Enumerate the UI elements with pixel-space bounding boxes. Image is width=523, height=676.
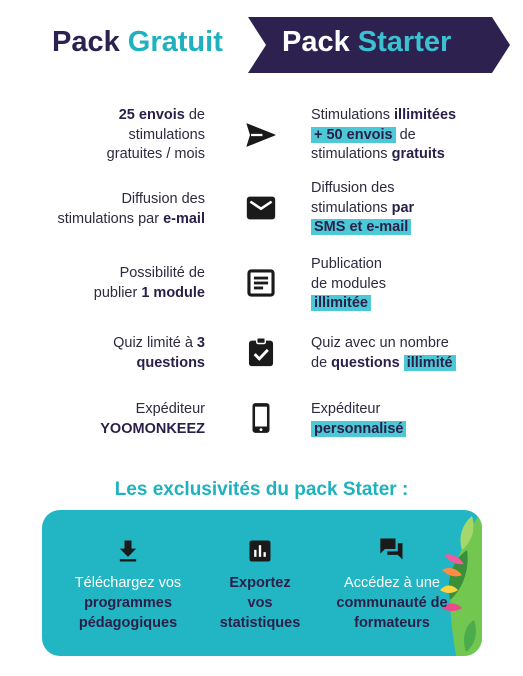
community-chat-icon xyxy=(378,535,406,563)
text-segment: de xyxy=(311,354,332,371)
text-segment: illimitées xyxy=(394,107,457,123)
text-segment: Exportez xyxy=(229,575,291,591)
text-segment: Stimulations xyxy=(311,107,395,123)
text-segment: e-mail xyxy=(163,210,205,227)
row-5-starter-text xyxy=(311,400,406,439)
text-segment: stimulations xyxy=(128,126,205,143)
pack-gratuit-title xyxy=(52,26,223,59)
text-segment: Expéditeur xyxy=(135,401,205,417)
mail-icon xyxy=(244,191,278,225)
text-segment: stimulations xyxy=(311,146,392,162)
send-icon xyxy=(244,118,278,152)
text-segment: Possibilité de xyxy=(119,265,205,281)
text-segment: gratuits xyxy=(391,146,445,162)
pack-starter-label: Pack xyxy=(282,26,350,58)
text-segment: 25 envois xyxy=(118,107,185,123)
text-segment: de xyxy=(184,107,205,123)
row-4-starter-text xyxy=(311,334,456,373)
statistics-icon xyxy=(246,537,274,565)
text-segment: + 50 envois xyxy=(311,127,396,143)
row-3-starter-text xyxy=(311,255,386,314)
smartphone-icon xyxy=(244,401,278,435)
exclusive-community-text xyxy=(318,573,466,633)
pack-starter-name: Starter xyxy=(357,26,452,58)
text-segment: stimulations par xyxy=(57,210,164,227)
text-segment: par xyxy=(391,199,415,216)
row-1-free-text xyxy=(107,106,205,165)
pack-gratuit-label: Pack xyxy=(52,26,120,58)
text-segment: statistiques xyxy=(219,615,301,631)
text-segment: Quiz avec un nombre xyxy=(311,335,449,351)
quiz-clipboard-icon xyxy=(244,335,278,369)
row-2-starter-text xyxy=(311,179,414,238)
text-segment: formateurs xyxy=(354,615,430,631)
text-segment: stimulations xyxy=(311,199,392,216)
row-3-free-text xyxy=(94,264,205,303)
text-segment: SMS et e-mail xyxy=(311,219,411,235)
text-segment: 1 module xyxy=(141,284,205,301)
text-segment: gratuites / mois xyxy=(106,146,205,162)
text-segment: de xyxy=(395,126,416,143)
document-icon xyxy=(244,266,278,300)
text-segment: questions xyxy=(136,354,205,371)
text-segment: Publication xyxy=(311,256,382,272)
text-segment: questions xyxy=(331,354,400,371)
exclusives-title: Les exclusivités du pack Stater : xyxy=(114,479,409,500)
text-segment: Expéditeur xyxy=(311,401,381,417)
text-segment: illimitée xyxy=(311,295,371,311)
text-segment: communauté de xyxy=(336,595,448,611)
text-segment: 3 xyxy=(196,335,205,351)
row-1-starter-text xyxy=(311,106,456,165)
row-2-free-text xyxy=(58,190,206,229)
text-segment: de modules xyxy=(311,275,386,292)
text-segment: Quiz limité à xyxy=(113,335,197,351)
text-segment: Diffusion des xyxy=(311,180,395,196)
pack-gratuit-name: Gratuit xyxy=(127,26,223,58)
text-segment: pédagogiques xyxy=(78,615,178,631)
exclusive-download-text xyxy=(50,573,206,633)
pack-starter-title xyxy=(282,26,451,59)
text-segment: Diffusion des xyxy=(121,191,205,207)
download-icon xyxy=(114,537,142,565)
exclusive-export-text xyxy=(196,573,324,633)
row-5-free-text xyxy=(100,400,205,439)
text-segment: personnalisé xyxy=(311,421,406,437)
text-segment: Accédez à une xyxy=(344,575,440,591)
row-4-free-text xyxy=(113,334,205,373)
text-segment: publier xyxy=(93,284,142,301)
text-segment: programmes xyxy=(84,595,172,611)
text-segment: vos xyxy=(247,595,273,611)
text-segment: Téléchargez vos xyxy=(74,575,182,591)
text-segment: YOOMONKEEZ xyxy=(100,420,205,437)
text-segment: illimité xyxy=(404,355,456,371)
